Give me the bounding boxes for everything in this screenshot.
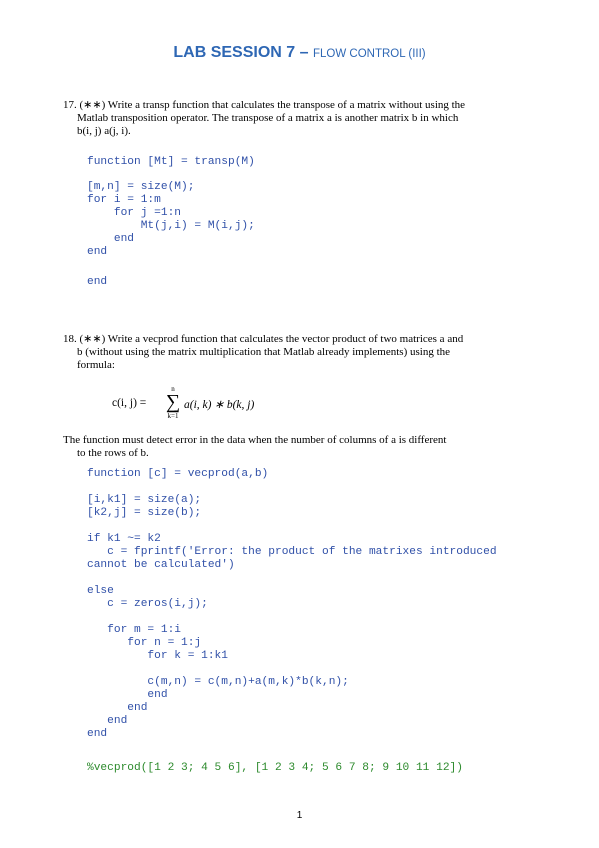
summation-upper-limit: n xyxy=(171,385,175,393)
formula-lhs: c(i, j) = xyxy=(112,397,147,409)
problem-17-line-2: Matlab transposition operator. The transpose of a matrix a is another matrix b in which xyxy=(77,112,459,124)
problem-17-statement xyxy=(63,99,503,138)
page-number: 1 xyxy=(296,810,303,821)
sigma-symbol: ∑ xyxy=(165,391,181,413)
code-vecprod-comment: %vecprod([1 2 3; 4 5 6], [1 2 3 4; 5 6 7 8; 9 10 11 12]) xyxy=(87,762,463,774)
title-main: LAB SESSION 7 – xyxy=(173,44,309,61)
summation xyxy=(164,385,182,420)
code-transp-signature: function [Mt] = transp(M) xyxy=(87,156,255,168)
formula-rhs: a(i, k) ∗ b(k, j) xyxy=(184,399,255,411)
summation-lower-limit: k=1 xyxy=(167,412,179,420)
code-vecprod-body: if k1 ~= k2 c = fprintf('Error: the product of the matrixes introduced cannot be calculated') else c = zeros(i,j); for m = 1:i for n = 1:j for k = 1:k1 c(m,n) = c(m,n)+a(m,k)*b(k,n); end end end end xyxy=(87,533,497,740)
problem-17-line-1: 17. (∗∗) Write a transp function that calculates the transpose of a matrix without using the xyxy=(63,99,466,111)
problem-18-line-3: formula: xyxy=(77,359,115,371)
code-vecprod-signature: function [c] = vecprod(a,b) xyxy=(87,468,269,480)
problem-18-line-5: to the rows of b. xyxy=(77,447,149,459)
code-vecprod-size: [i,k1] = size(a); [k2,j] = size(b); xyxy=(87,494,202,519)
code-transp-body: [m,n] = size(M); for i = 1:m for j =1:n Mt(j,i) = M(i,j); end end xyxy=(87,181,255,258)
problem-18-statement xyxy=(63,333,503,372)
problem-18-line-2: b (without using the matrix multiplication that Matlab already implements) using the xyxy=(77,346,451,358)
problem-18-line-1: 18. (∗∗) Write a vecprod function that calculates the vector product of two matrices a and xyxy=(63,333,464,345)
problem-18-requirement xyxy=(63,434,503,460)
vector-product-formula xyxy=(112,385,312,425)
title-subtitle: FLOW CONTROL (III) xyxy=(312,48,426,60)
page-title xyxy=(0,44,599,62)
problem-18-line-4: The function must detect error in the data when the number of columns of a is different xyxy=(63,434,447,446)
problem-17-line-3: b(i, j) a(j, i). xyxy=(77,125,131,137)
code-transp-end: end xyxy=(87,276,108,288)
